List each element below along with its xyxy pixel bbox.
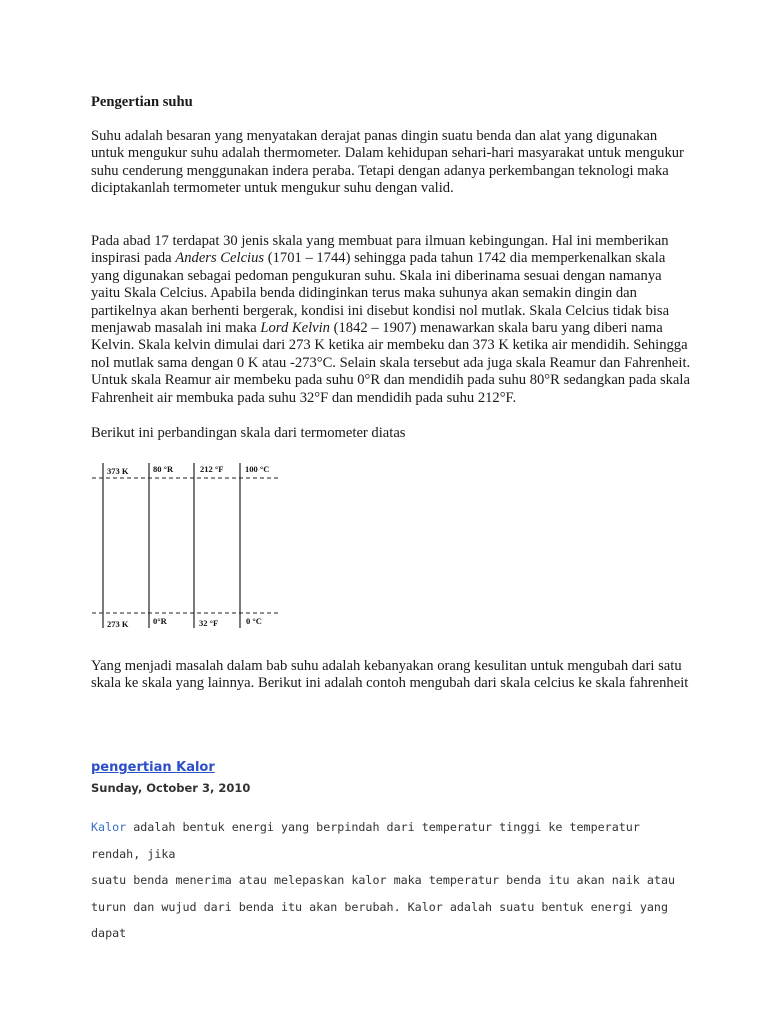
kalor-line-2: suatu benda menerima atau melepaskan kalor maka temperatur benda itu akan naik atau: [91, 873, 676, 887]
kalor-line-1: [91, 814, 691, 867]
p2-text-c: (1842 – 1907) menawarkan skala baru yang diberi nama Kelvin. Skala kelvin dimulai dari 273 K ketika air membeku dan 373 K ketika air mendidih. Sehingga nol mutlak sama dengan 0 K atau -273°C. Selain skala tersebut ada juga skala Reamur dan Fahrenheit. Untuk skala Reamur air membeku pada suhu 0°R dan mendidih pada suhu 80°R sedangkan pada skala Fahrenheit air membuka pada suhu 32°F dan mendidih pada suhu 212°F.: [91, 320, 691, 406]
section-title: Pengertian suhu: [91, 94, 193, 110]
fahrenheit-top-label: 212 °F: [200, 464, 224, 474]
kalor-keyword: Kalor: [91, 820, 127, 834]
celcius-bottom-label: 0 °C: [246, 616, 262, 626]
kalor-paragraph: [91, 814, 691, 947]
reamur-top-label: 80 °R: [153, 464, 174, 474]
kalor-line-1-text: adalah bentuk energi yang berpindah dari temperatur tinggi ke temperatur rendah, jika: [91, 820, 640, 861]
paragraph-suhu-history: [91, 233, 691, 407]
post-title-link[interactable]: pengertian Kalor: [91, 760, 215, 775]
anders-celcius-name: Anders Celcius: [175, 250, 265, 267]
kelvin-bottom-label: 273 K: [107, 619, 129, 629]
kelvin-top-label: 373 K: [107, 466, 129, 476]
paragraph-comparison-intro: Berikut ini perbandingan skala dari termometer diatas: [91, 425, 406, 441]
p2-text-b: (1701 – 1744) sehingga pada tahun 1742 dia memperkenalkan skala yang digunakan sebagai pedoman pengukuran suhu. Skala ini diberinama sesuai dengan namanya yaitu Skala Celcius. Apabila benda didinginkan terus maka suhunya akan semakin dingin dan partikelnya akan berhenti bergerak, kondisi ini disebut kondisi nol mutlak. Skala Celcius tidak bisa menjawab masalah ini maka: [91, 250, 670, 337]
paragraph-suhu-definition: Suhu adalah besaran yang menyatakan derajat panas dingin suatu benda dan alat yang digunakan untuk mengukur suhu adalah thermometer. Dalam kehidupan sehari-hari masyarakat untuk mengukur suhu cenderung menggunakan indera peraba. Tetapi dengan adanya perkembangan teknologi maka diciptakanlah termometer untuk mengukur suhu dengan valid.: [91, 128, 684, 197]
post-date: Sunday, October 3, 2010: [91, 781, 251, 795]
lord-kelvin-name: Lord Kelvin: [260, 320, 330, 337]
reamur-bottom-label: 0°R: [153, 616, 167, 626]
thermometer-scale-diagram: [92, 458, 282, 633]
paragraph-conversion-problem: Yang menjadi masalah dalam bab suhu adalah kebanyakan orang kesulitan untuk mengubah dari satu skala ke skala yang lainnya. Berikut ini adalah contoh mengubah dari skala celcius ke skala fahrenheit: [91, 658, 689, 692]
p2-text-a: Pada abad 17 terdapat 30 jenis skala yang membuat para ilmuan kebingungan. Hal ini memberikan inspirasi pada: [91, 233, 669, 267]
celcius-top-label: 100 °C: [245, 464, 270, 474]
fahrenheit-bottom-label: 32 °F: [199, 618, 219, 628]
kalor-line-3: turun dan wujud dari benda itu akan berubah. Kalor adalah suatu bentuk energi yang dapat: [91, 899, 668, 940]
scale-diagram-svg: [92, 458, 282, 633]
